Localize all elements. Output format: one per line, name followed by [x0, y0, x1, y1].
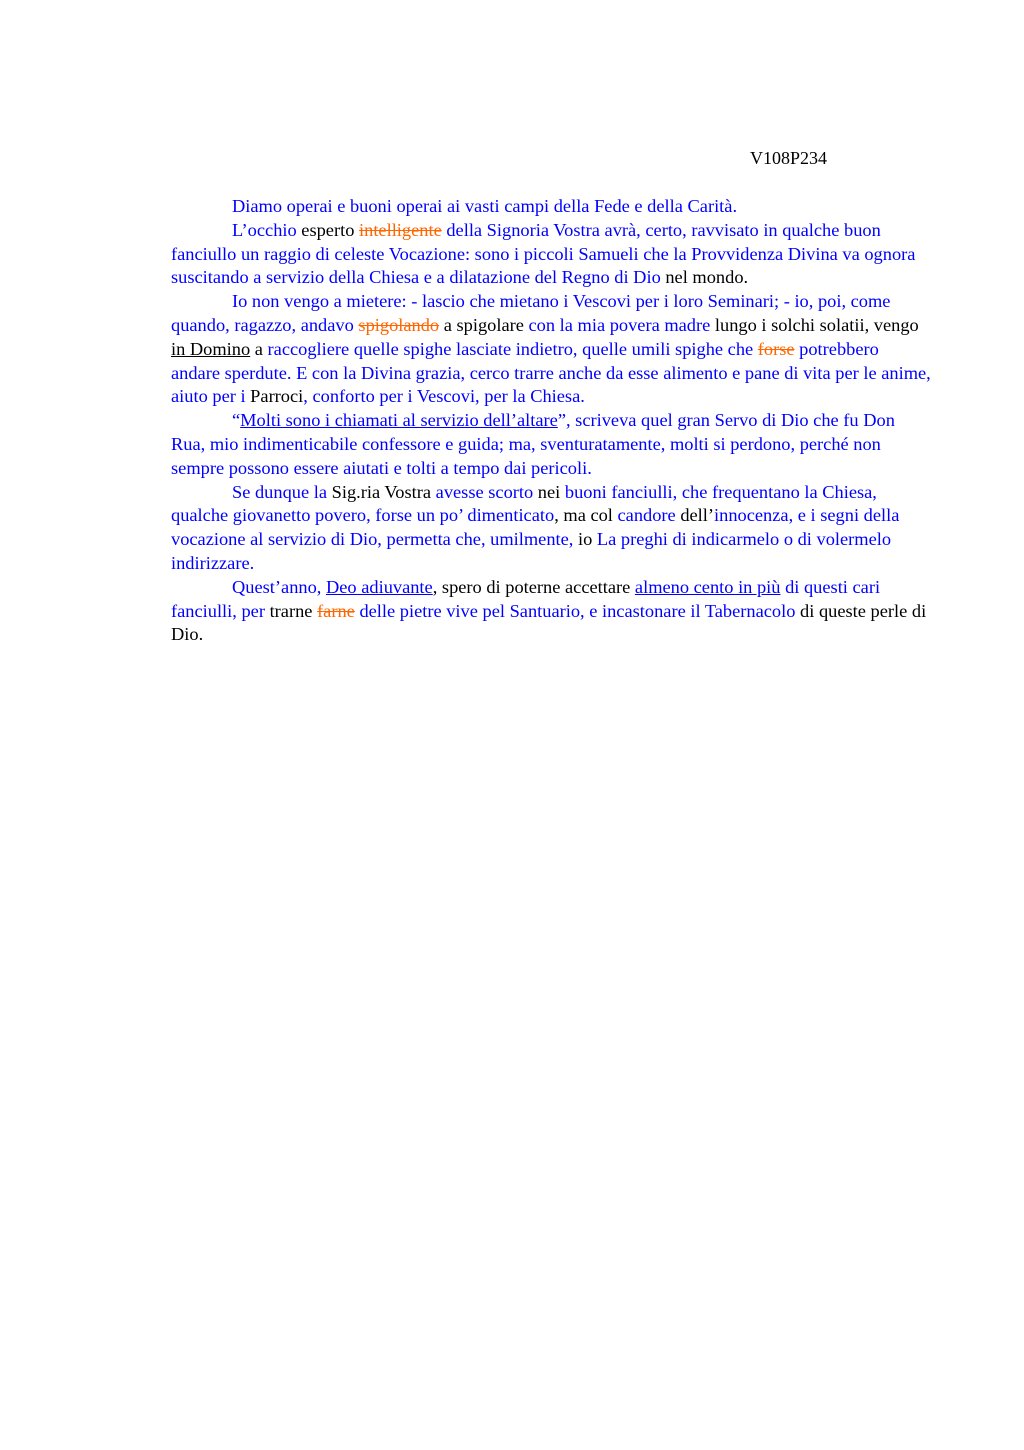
text-run: Diamo operai e buoni operai ai vasti campi della Fede e della Carità.	[232, 196, 738, 216]
underlined-text: Deo adiuvante	[325, 576, 433, 597]
text-run: innocenza, e i segni della vocazione al servizio di Dio, permetta che, umilmente,	[171, 505, 900, 550]
paragraph-2	[171, 219, 931, 290]
text-run: buoni fanciulli, che frequentano la Chiesa, qualche giovanetto povero, forse un po’ dimenticato	[171, 481, 877, 526]
text-run-black: , spero di poterne accettare	[432, 576, 635, 597]
paragraph-5	[171, 481, 931, 576]
text-run: Io non vengo a mietere: - lascio che mietano i Vescovi per i loro Seminari; - io, poi, come quando, ragazzo, andavo	[171, 291, 891, 335]
text-run-black: a spigolare	[439, 314, 524, 335]
text-run-black: trarne	[264, 600, 313, 621]
paragraph-6	[171, 576, 931, 647]
text-run: candore	[612, 505, 676, 526]
text-run: di questi cari fanciulli, per	[171, 576, 881, 621]
text-run: , conforto per i Vescovi, per la Chiesa.	[303, 386, 585, 407]
deleted-text: forse	[757, 338, 795, 359]
text-run: delle pietre vive pel Santuario, e incastonare il Tabernacolo	[354, 600, 796, 621]
text-run: La preghi di indicarmelo o di volermelo indirizzare.	[171, 529, 892, 573]
text-run-black: io	[573, 529, 593, 550]
underlined-text: almeno cento in più	[634, 576, 781, 597]
underlined-text: in Domino	[171, 338, 251, 359]
deleted-text: farne	[317, 600, 355, 621]
deleted-text: spigolando	[358, 314, 440, 335]
text-run-black: nei	[533, 481, 561, 502]
text-run: potrebbero andare sperdute. E con la Divina grazia, cerco trarre anche da esse alimento e pane di vita per le anime, aiuto per i	[171, 338, 931, 407]
text-run: raccogliere quelle spighe lasciate indietro, quelle umili spighe che	[262, 338, 758, 359]
text-run: Se dunque la	[232, 481, 332, 502]
text-run: “	[232, 410, 241, 431]
text-run: Quest’anno,	[232, 576, 326, 597]
text-run-black: Parroci	[250, 386, 304, 407]
text-run: ”, scriveva quel gran Servo di Dio che fu Don Rua, mio indimenticabile confessore e guida; ma, sventuratamente, molti si perdono, perché non sempre possono essere aiutati e tolti a tempo dai pericoli.	[171, 410, 895, 478]
underlined-text: Molti sono i chiamati al servizio dell’altare	[240, 410, 558, 431]
text-run-black: di queste perle di Dio.	[171, 600, 927, 645]
deleted-text: intelligente	[359, 219, 442, 240]
text-run: con la mia povera madre	[523, 314, 711, 335]
text-run-black: lungo i solchi solatii, vengo	[710, 314, 919, 335]
text-run: avesse scorto	[431, 481, 534, 502]
text-run: della Signoria Vostra avrà, certo, ravvisato in qualche buon fanciullo un raggio di celeste Vocazione: sono i piccoli Samueli che la Provvidenza Divina va ognora suscitando a servizio della Chiesa e a dilatazione del Regno di Dio	[171, 219, 916, 288]
text-run-black: dell’	[675, 505, 715, 526]
paragraph-4	[171, 409, 931, 480]
text-run-black: nel mondo.	[660, 267, 749, 288]
text-run-black: a	[250, 338, 263, 359]
text-run-black: , ma col	[554, 505, 613, 526]
letter-body	[171, 195, 931, 647]
paragraph-1	[171, 195, 931, 219]
text-run-black: Sig.ria Vostra	[331, 481, 432, 502]
text-run-black: esperto	[301, 219, 355, 240]
page-identifier: V108P234	[750, 148, 828, 168]
paragraph-3	[171, 290, 931, 409]
text-run: L’occhio	[232, 219, 302, 240]
